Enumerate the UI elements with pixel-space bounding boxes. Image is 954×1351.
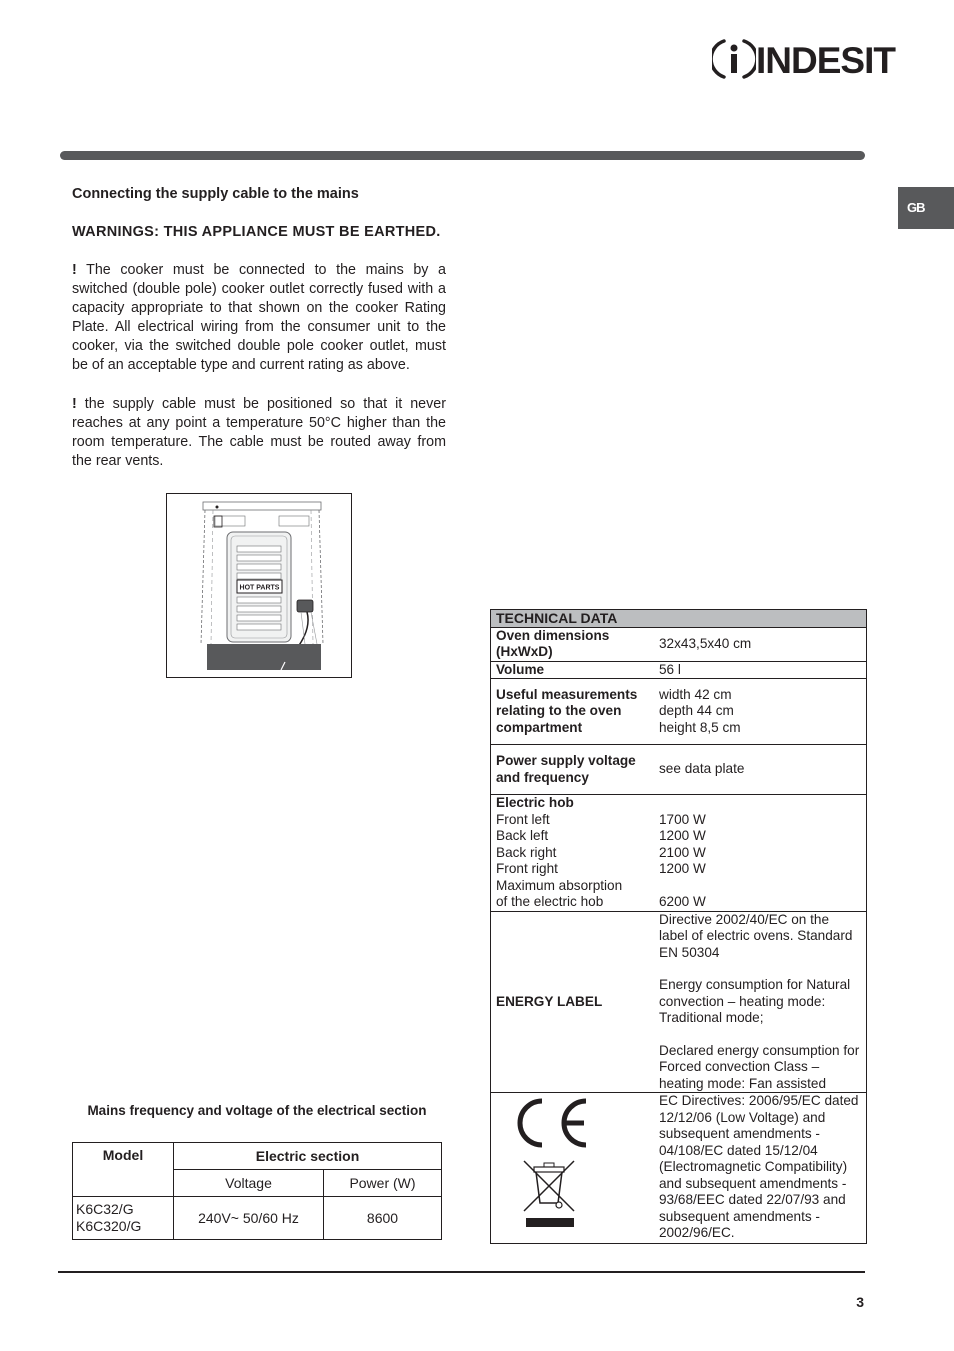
electric-hob-label: Electric hob: [496, 795, 574, 810]
hob-row-value: 2100 W: [659, 844, 706, 860]
ec-directives-text: EC Directives: 2006/95/EC dated 12/12/06 (Low Voltage) and subsequent amendments - 04/108/EC dated 15/12/04 (Electromagnetic Compatibility) and subsequent amendments - 93/68/EEC dated 22/07/93 and subsequent amendments - 2002/96/EC.: [649, 1093, 867, 1244]
technical-data-header: TECHNICAL DATA: [491, 610, 867, 628]
oven-dimensions-value: 32x43,5x40 cm: [649, 627, 867, 661]
hob-row-value: 1200 W: [659, 828, 706, 843]
hob-row-label: Front left: [496, 811, 550, 827]
hob-row-value: 1700 W: [659, 811, 706, 827]
useful-height: height 8,5 cm: [659, 719, 741, 735]
hob-max-value: 6200 W: [659, 894, 706, 909]
hob-max-label-2: of the electric hob: [496, 894, 604, 909]
energy-label-label: ENERGY LABEL: [491, 911, 650, 1093]
section-heading: Connecting the supply cable to the mains: [72, 186, 359, 202]
technical-data-table: [490, 609, 867, 1244]
brand-name: INDESIT: [756, 40, 895, 81]
useful-depth: depth 44 cm: [659, 703, 734, 719]
power-cell: 8600: [324, 1197, 442, 1240]
electric-hob-values: [649, 795, 867, 912]
indesit-logo-icon: [712, 37, 756, 81]
cooker-rear-illustration: [167, 494, 351, 677]
page-number: 3: [856, 1294, 864, 1310]
energy-label-value: [649, 911, 867, 1093]
weee-bin-icon: [524, 1161, 574, 1227]
footer-rule: [58, 1271, 865, 1273]
ce-mark-icon: [496, 1093, 636, 1238]
ec-marks-cell: [491, 1093, 650, 1244]
voltage-header: Voltage: [174, 1170, 324, 1197]
power-supply-label: Power supply voltage and frequency: [491, 745, 650, 795]
mains-table-title: Mains frequency and voltage of the electrical section: [87, 1103, 427, 1118]
voltage-cell: 240V~ 50/60 Hz: [174, 1197, 324, 1240]
electric-hob-labels: [491, 795, 650, 912]
paragraph-2: [72, 395, 446, 471]
header-bar: [60, 151, 865, 160]
mains-table: [72, 1142, 442, 1240]
electric-section-header: Electric section: [174, 1143, 442, 1170]
hob-row-value: 1200 W: [659, 861, 706, 876]
paragraph-1: [72, 261, 446, 376]
energy-text-2: Energy consumption for Natural convection – heating mode: Traditional mode;: [659, 977, 851, 1025]
hot-parts-label: HOT PARTS: [239, 584, 280, 592]
paragraph-1-text: The cooker must be connected to the mains by a switched (double pole) cooker outlet correctly fused with a capacity appropriate to that shown on the cooker Rating Plate. All electrical wiring from the consumer unit to the cooker, via the switched double pole cooker outlet, must be of an acceptable type and current rating as above.: [72, 262, 446, 374]
volume-value: 56 l: [649, 661, 867, 679]
model-header: Model: [73, 1143, 174, 1197]
volume-label: Volume: [491, 661, 650, 679]
hob-row-label: Front right: [496, 861, 558, 876]
model-1: K6C32/G: [76, 1201, 134, 1217]
paragraph-2-text: the supply cable must be positioned so that it never reaches at any point a temperature 50°C higher than the room temperature. The cable must be routed away from the rear vents.: [72, 396, 446, 470]
exclamation-mark: !: [72, 262, 77, 278]
warning-text: WARNINGS: THIS APPLIANCE MUST BE EARTHED.: [72, 224, 441, 240]
power-supply-value: see data plate: [649, 745, 867, 795]
hob-row-label: Back left: [496, 828, 549, 843]
oven-dimensions-label: Oven dimensions (HxWxD): [491, 627, 650, 661]
hob-row-label: Back right: [496, 844, 557, 860]
energy-text-1: Directive 2002/40/EC on the label of electric ovens. Standard EN 50304: [659, 911, 853, 960]
model-cell: [73, 1197, 174, 1240]
cooker-rear-figure: [166, 493, 352, 678]
useful-measurements-label: Useful measurements relating to the oven compartment: [491, 679, 650, 745]
useful-measurements-value: [649, 679, 867, 745]
power-header: Power (W): [324, 1170, 442, 1197]
energy-text-3: Declared energy consumption for Forced convection Class – heating mode: Fan assisted: [659, 1042, 860, 1091]
useful-width: width 42 cm: [659, 686, 732, 702]
model-2: K6C320/G: [76, 1218, 142, 1234]
exclamation-mark: !: [72, 396, 77, 412]
language-tab: GB: [898, 187, 954, 229]
hob-max-label-1: Maximum absorption: [496, 877, 623, 893]
